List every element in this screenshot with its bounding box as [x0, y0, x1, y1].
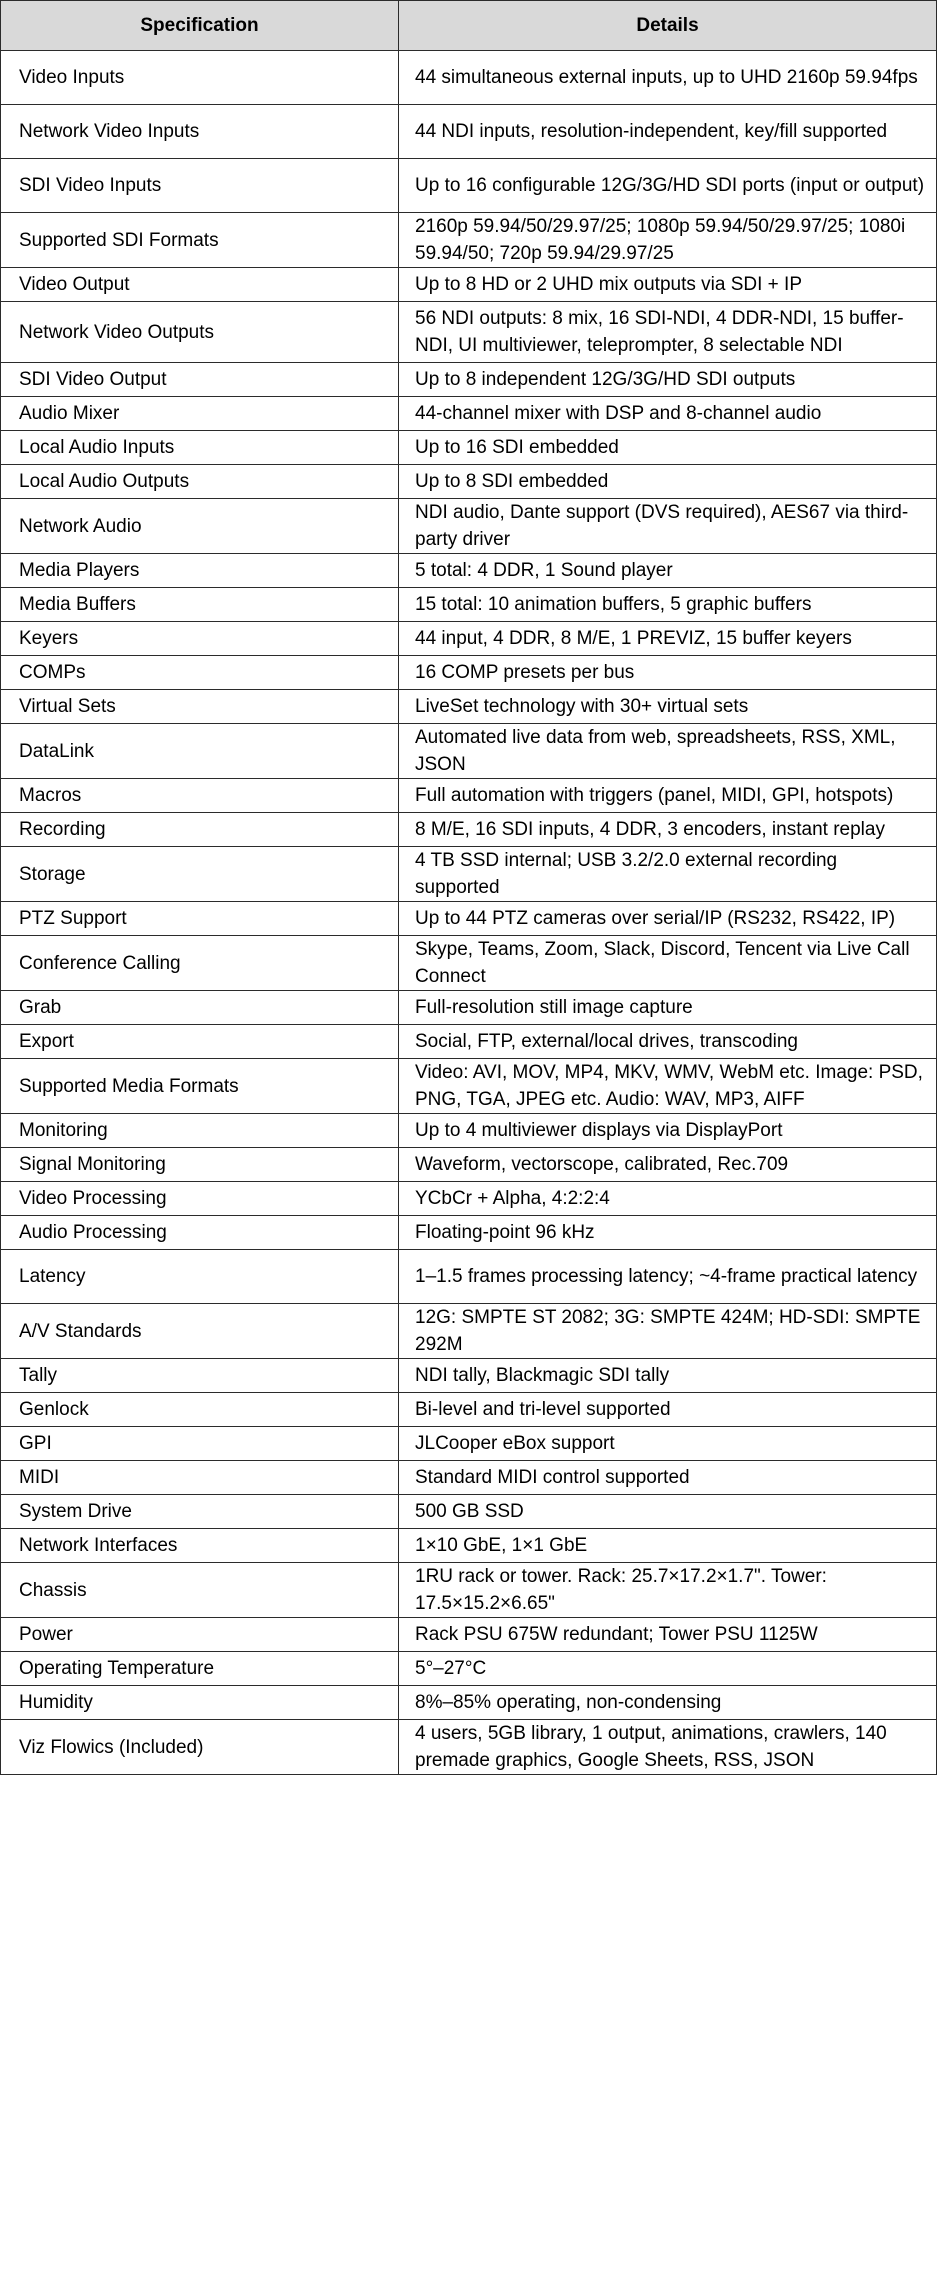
table-row	[1, 1563, 937, 1618]
spec-details-cell: 1×10 GbE, 1×1 GbE	[399, 1529, 937, 1563]
spec-details-cell: Waveform, vectorscope, calibrated, Rec.709	[399, 1148, 937, 1182]
spec-name-cell: A/V Standards	[1, 1304, 399, 1359]
spec-name-cell: Storage	[1, 847, 399, 902]
spec-name-cell: Video Inputs	[1, 51, 399, 105]
spec-name-cell: Keyers	[1, 622, 399, 656]
table-row	[1, 991, 937, 1025]
table-row	[1, 813, 937, 847]
table-row	[1, 1250, 937, 1304]
spec-details-cell: 8 M/E, 16 SDI inputs, 4 DDR, 3 encoders, instant replay	[399, 813, 937, 847]
table-row	[1, 1495, 937, 1529]
table-row	[1, 588, 937, 622]
table-row	[1, 268, 937, 302]
table-row	[1, 656, 937, 690]
spec-name-cell: PTZ Support	[1, 902, 399, 936]
table-row	[1, 1529, 937, 1563]
spec-name-cell: Virtual Sets	[1, 690, 399, 724]
spec-name-cell: Network Video Inputs	[1, 105, 399, 159]
spec-name-cell: Media Buffers	[1, 588, 399, 622]
table-row	[1, 1618, 937, 1652]
spec-name-cell: Recording	[1, 813, 399, 847]
spec-details-cell: 12G: SMPTE ST 2082; 3G: SMPTE 424M; HD-SDI: SMPTE 292M	[399, 1304, 937, 1359]
table-row	[1, 554, 937, 588]
table-row	[1, 902, 937, 936]
table-header	[1, 1, 937, 51]
spec-details-cell: Up to 44 PTZ cameras over serial/IP (RS232, RS422, IP)	[399, 902, 937, 936]
table-row	[1, 1059, 937, 1114]
table-row	[1, 431, 937, 465]
spec-details-cell: Up to 8 independent 12G/3G/HD SDI outputs	[399, 363, 937, 397]
table-row	[1, 213, 937, 268]
spec-details-cell: Up to 16 configurable 12G/3G/HD SDI ports (input or output)	[399, 159, 937, 213]
spec-name-cell: Monitoring	[1, 1114, 399, 1148]
table-row	[1, 105, 937, 159]
table-row	[1, 724, 937, 779]
spec-name-cell: Export	[1, 1025, 399, 1059]
spec-details-cell: YCbCr + Alpha, 4:2:2:4	[399, 1182, 937, 1216]
table-row	[1, 1359, 937, 1393]
spec-name-cell: Signal Monitoring	[1, 1148, 399, 1182]
spec-details-cell: Up to 16 SDI embedded	[399, 431, 937, 465]
spec-details-cell: 1–1.5 frames processing latency; ~4-frame practical latency	[399, 1250, 937, 1304]
spec-name-cell: Local Audio Inputs	[1, 431, 399, 465]
spec-name-cell: Network Interfaces	[1, 1529, 399, 1563]
spec-details-cell: 15 total: 10 animation buffers, 5 graphic buffers	[399, 588, 937, 622]
table-row	[1, 465, 937, 499]
spec-name-cell: COMPs	[1, 656, 399, 690]
header-row	[1, 1, 937, 51]
table-body	[1, 51, 937, 1775]
spec-details-cell: Skype, Teams, Zoom, Slack, Discord, Tencent via Live Call Connect	[399, 936, 937, 991]
spec-name-cell: Operating Temperature	[1, 1652, 399, 1686]
spec-details-cell: Standard MIDI control supported	[399, 1461, 937, 1495]
table-row	[1, 1216, 937, 1250]
spec-details-cell: 1RU rack or tower. Rack: 25.7×17.2×1.7". Tower: 17.5×15.2×6.65"	[399, 1563, 937, 1618]
spec-name-cell: Conference Calling	[1, 936, 399, 991]
table-row	[1, 1686, 937, 1720]
spec-name-cell: Latency	[1, 1250, 399, 1304]
spec-details-cell: LiveSet technology with 30+ virtual sets	[399, 690, 937, 724]
spec-name-cell: Media Players	[1, 554, 399, 588]
table-row	[1, 847, 937, 902]
spec-name-cell: Video Processing	[1, 1182, 399, 1216]
spec-details-cell: Video: AVI, MOV, MP4, MKV, WMV, WebM etc. Image: PSD, PNG, TGA, JPEG etc. Audio: WAV, MP3, AIFF	[399, 1059, 937, 1114]
table-row	[1, 51, 937, 105]
spec-name-cell: Supported SDI Formats	[1, 213, 399, 268]
spec-details-cell: JLCooper eBox support	[399, 1427, 937, 1461]
spec-details-cell: Bi-level and tri-level supported	[399, 1393, 937, 1427]
table-row	[1, 1182, 937, 1216]
spec-details-cell: 5°–27°C	[399, 1652, 937, 1686]
table-row	[1, 1148, 937, 1182]
table-row	[1, 1720, 937, 1775]
spec-details-cell: Up to 8 SDI embedded	[399, 465, 937, 499]
spec-name-cell: System Drive	[1, 1495, 399, 1529]
spec-details-cell: 44 NDI inputs, resolution-independent, key/fill supported	[399, 105, 937, 159]
spec-details-cell: 44 simultaneous external inputs, up to UHD 2160p 59.94fps	[399, 51, 937, 105]
table-row	[1, 1025, 937, 1059]
spec-name-cell: Tally	[1, 1359, 399, 1393]
spec-details-cell: 2160p 59.94/50/29.97/25; 1080p 59.94/50/29.97/25; 1080i 59.94/50; 720p 59.94/29.97/25	[399, 213, 937, 268]
spec-name-cell: DataLink	[1, 724, 399, 779]
spec-name-cell: Chassis	[1, 1563, 399, 1618]
spec-details-cell: NDI tally, Blackmagic SDI tally	[399, 1359, 937, 1393]
spec-details-cell: Full automation with triggers (panel, MIDI, GPI, hotspots)	[399, 779, 937, 813]
table-row	[1, 622, 937, 656]
table-row	[1, 1652, 937, 1686]
table-row	[1, 1427, 937, 1461]
spec-name-cell: Grab	[1, 991, 399, 1025]
spec-details-cell: Automated live data from web, spreadsheets, RSS, XML, JSON	[399, 724, 937, 779]
table-row	[1, 397, 937, 431]
spec-details-cell: 56 NDI outputs: 8 mix, 16 SDI-NDI, 4 DDR-NDI, 15 buffer-NDI, UI multiviewer, teleprompter, 8 selectable NDI	[399, 302, 937, 363]
table-row	[1, 936, 937, 991]
spec-details-cell: 44-channel mixer with DSP and 8-channel audio	[399, 397, 937, 431]
spec-name-cell: Video Output	[1, 268, 399, 302]
table-row	[1, 159, 937, 213]
spec-name-cell: Audio Mixer	[1, 397, 399, 431]
spec-details-cell: 500 GB SSD	[399, 1495, 937, 1529]
spec-details-cell: 5 total: 4 DDR, 1 Sound player	[399, 554, 937, 588]
spec-name-cell: Humidity	[1, 1686, 399, 1720]
table-row	[1, 1304, 937, 1359]
table-row	[1, 690, 937, 724]
spec-details-cell: 44 input, 4 DDR, 8 M/E, 1 PREVIZ, 15 buffer keyers	[399, 622, 937, 656]
spec-name-cell: Genlock	[1, 1393, 399, 1427]
spec-name-cell: Local Audio Outputs	[1, 465, 399, 499]
spec-details-cell: Up to 8 HD or 2 UHD mix outputs via SDI + IP	[399, 268, 937, 302]
table-row	[1, 1114, 937, 1148]
spec-name-cell: Macros	[1, 779, 399, 813]
spec-name-cell: GPI	[1, 1427, 399, 1461]
spec-name-cell: SDI Video Inputs	[1, 159, 399, 213]
spec-name-cell: Audio Processing	[1, 1216, 399, 1250]
table-row	[1, 1461, 937, 1495]
spec-details-cell: Rack PSU 675W redundant; Tower PSU 1125W	[399, 1618, 937, 1652]
column-header-specification: Specification	[1, 1, 399, 51]
spec-details-cell: NDI audio, Dante support (DVS required), AES67 via third-party driver	[399, 499, 937, 554]
spec-name-cell: SDI Video Output	[1, 363, 399, 397]
spec-details-cell: Up to 4 multiviewer displays via DisplayPort	[399, 1114, 937, 1148]
spec-details-cell: Floating-point 96 kHz	[399, 1216, 937, 1250]
spec-name-cell: Power	[1, 1618, 399, 1652]
spec-details-cell: 4 TB SSD internal; USB 3.2/2.0 external recording supported	[399, 847, 937, 902]
table-row	[1, 499, 937, 554]
spec-name-cell: Viz Flowics (Included)	[1, 1720, 399, 1775]
table-row	[1, 302, 937, 363]
spec-details-cell: 4 users, 5GB library, 1 output, animations, crawlers, 140 premade graphics, Google Sheets, RSS, JSON	[399, 1720, 937, 1775]
spec-name-cell: Supported Media Formats	[1, 1059, 399, 1114]
table-row	[1, 363, 937, 397]
spec-details-cell: 8%–85% operating, non-condensing	[399, 1686, 937, 1720]
table-row	[1, 779, 937, 813]
column-header-details: Details	[399, 1, 937, 51]
table-row	[1, 1393, 937, 1427]
spec-name-cell: Network Video Outputs	[1, 302, 399, 363]
spec-details-cell: 16 COMP presets per bus	[399, 656, 937, 690]
spec-name-cell: Network Audio	[1, 499, 399, 554]
spec-details-cell: Full-resolution still image capture	[399, 991, 937, 1025]
spec-details-cell: Social, FTP, external/local drives, transcoding	[399, 1025, 937, 1059]
spec-name-cell: MIDI	[1, 1461, 399, 1495]
